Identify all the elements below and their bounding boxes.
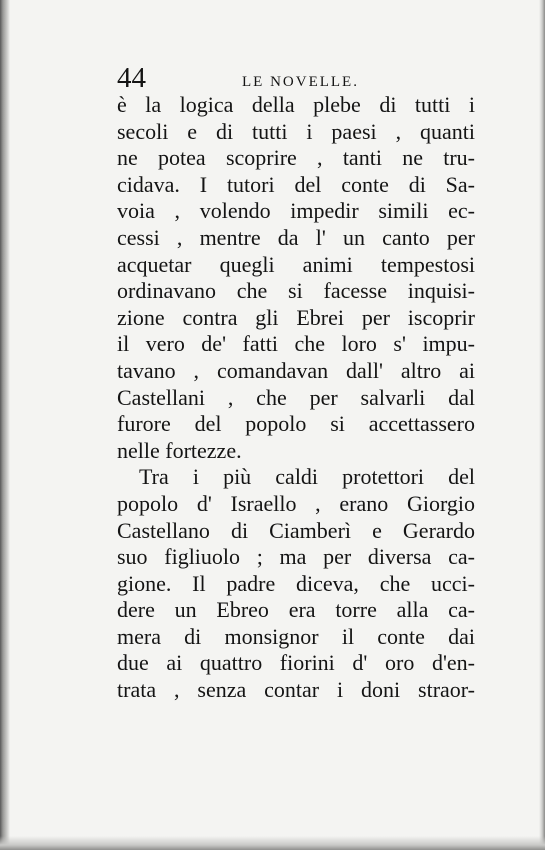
text-line: tavano , comandavan dall' altro ai (117, 357, 475, 383)
text-line: suo figliuolo ; ma per diversa ca- (117, 544, 475, 570)
text-line: acquetar quegli animi tempestosi (117, 251, 475, 277)
text-line: nelle fortezze. (117, 437, 242, 463)
text-line: secoli e di tutti i paesi , quanti (117, 118, 475, 144)
text-line: cessi , mentre da l' un canto per (117, 224, 475, 250)
running-title: LE NOVELLE. (242, 74, 359, 90)
page-left-edge (0, 0, 10, 850)
text-line: gione. Il padre diceva, che ucci- (117, 570, 475, 596)
text-line: zione contra gli Ebrei per iscoprir (117, 304, 475, 330)
text-line: dere un Ebreo era torre alla ca- (117, 597, 475, 623)
body-text (117, 92, 475, 704)
text-line: ordinavano che si facesse inquisi- (117, 278, 475, 304)
text-line: Tra i più caldi protettori del (139, 464, 475, 490)
page-number: 44 (117, 62, 146, 94)
text-line: cidava. I tutori del conte di Sa- (117, 171, 475, 197)
text-line: Castellano di Ciamberì e Gerardo (117, 517, 475, 543)
page-header (117, 62, 475, 94)
text-line: ne potea scoprire , tanti ne tru- (117, 145, 475, 171)
text-line: furore del popolo si accettassero (117, 411, 475, 437)
text-line: voia , volendo impedir simili ec- (117, 198, 475, 224)
text-line: Castellani , che per salvarli dal (117, 384, 475, 410)
text-line: popolo d' Israello , erano Giorgio (117, 490, 475, 516)
text-line: mera di monsignor il conte dai (117, 623, 475, 649)
paragraph-1 (117, 92, 475, 464)
text-line: due ai quattro fiorini d' oro d'en- (117, 650, 475, 676)
text-line: il vero de' fatti che loro s' impu- (117, 331, 475, 357)
page-right-edge (539, 0, 545, 850)
paragraph-2 (117, 464, 475, 703)
text-line: è la logica della plebe di tutti i (117, 92, 475, 117)
text-line: trata , senza contar i doni straor- (117, 677, 475, 703)
page-bottom-edge (0, 836, 545, 850)
